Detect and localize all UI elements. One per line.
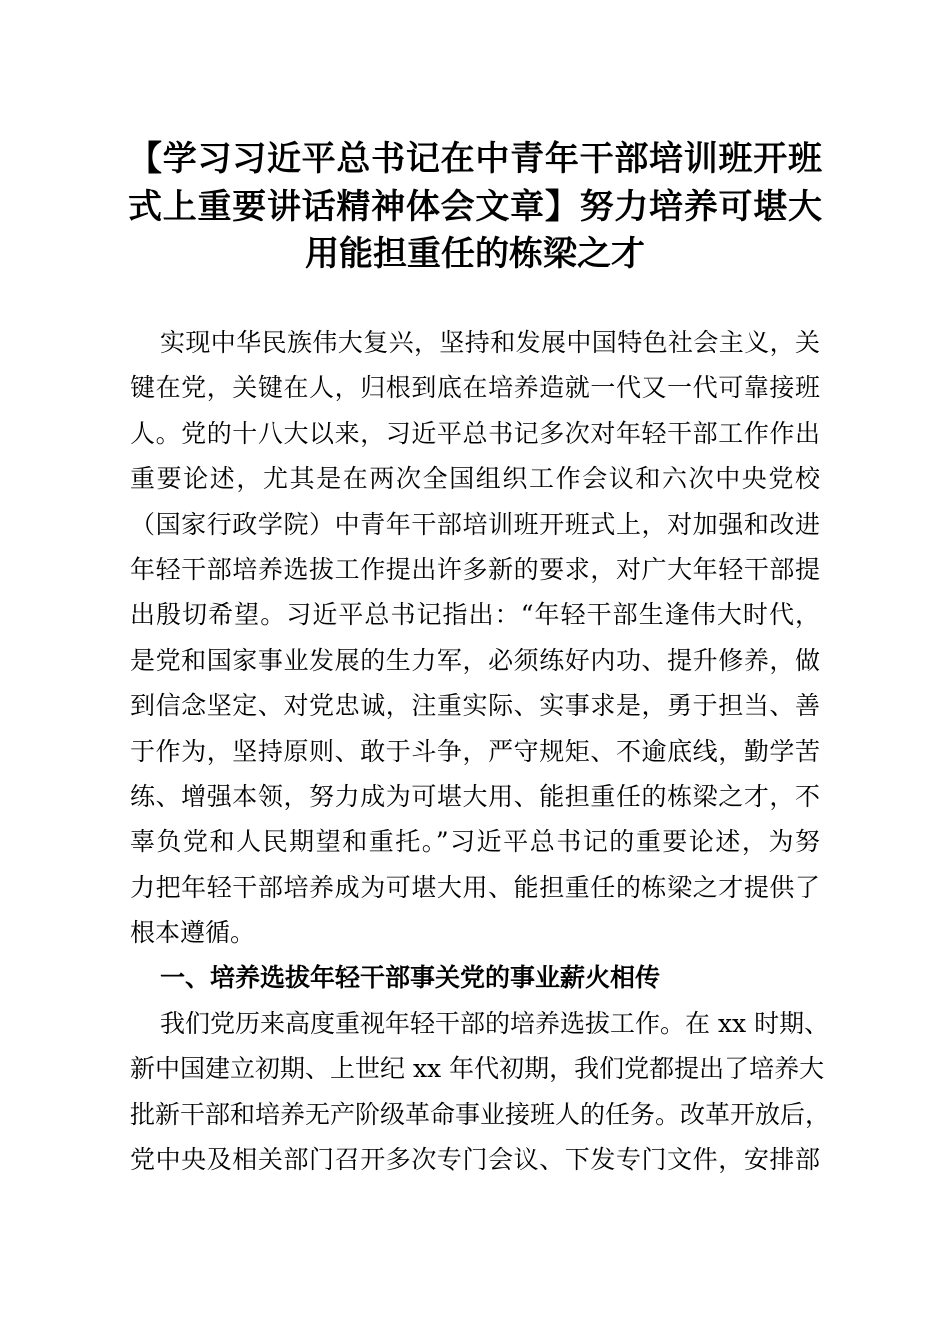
text-line: 根本遵循。 (130, 918, 256, 948)
paragraph-section1 (130, 1001, 831, 1183)
title-line: 用能担重任的栋梁之才 (305, 234, 645, 274)
paragraph-intro (130, 320, 820, 955)
text-line: 是党和国家事业发展的生力军，必须练好内功、提升修养，做 (130, 645, 820, 675)
text-line: 批新干部和培养无产阶级革命事业接班人的任务。改革开放后， (130, 1099, 831, 1129)
text-line: 人。党的十八大以来，习近平总书记多次对年轻干部工作作出 (130, 418, 820, 448)
text-line: 新中国建立初期、上世纪 xx 年代初期，我们党都提出了培养大 (130, 1054, 825, 1084)
title-line: 【学习习近平总书记在中青年干部培训班开班 (128, 139, 822, 179)
text-line: 我们党历来高度重视年轻干部的培养选拔工作。在 xx 时期、 (160, 1008, 830, 1038)
text-line: 力把年轻干部培养成为可堪大用、能担重任的栋梁之才提供了 (130, 872, 820, 902)
text-line: 年轻干部培养选拔工作提出许多新的要求，对广大年轻干部提 (130, 554, 820, 584)
text-line: （国家行政学院）中青年干部培训班开班式上，对加强和改进 (130, 509, 820, 539)
text-line: 实现中华民族伟大复兴，坚持和发展中国特色社会主义，关 (160, 328, 820, 357)
text-line: 于作为，坚持原则、敢于斗争，严守规矩、不逾底线，勤学苦 (130, 736, 820, 766)
text-line: 重要论述，尤其是在两次全国组织工作会议和六次中央党校 (130, 464, 820, 494)
text-line: 辜负党和人民期望和重托。”习近平总书记的重要论述，为努 (130, 827, 820, 857)
title-line: 式上重要讲话精神体会文章】努力培养可堪大 (128, 186, 822, 227)
document-body (130, 320, 831, 1182)
text-line: 到信念坚定、对党忠诚，注重实际、实事求是，勇于担当、善 (130, 691, 820, 721)
text-line: 键在党，关键在人，归根到底在培养造就一代又一代可靠接班 (130, 373, 820, 403)
text-line: 练、增强本领，努力成为可堪大用、能担重任的栋梁之才，不 (130, 781, 820, 811)
text-line: 党中央及相关部门召开多次专门会议、下发专门文件，安排部 (130, 1145, 820, 1175)
document-title (128, 136, 822, 279)
text-line: 出殷切希望。习近平总书记指出：“年轻干部生逢伟大时代， (130, 600, 820, 630)
section-heading: 一、培养选拔年轻干部事关党的事业薪火相传 (160, 963, 661, 993)
